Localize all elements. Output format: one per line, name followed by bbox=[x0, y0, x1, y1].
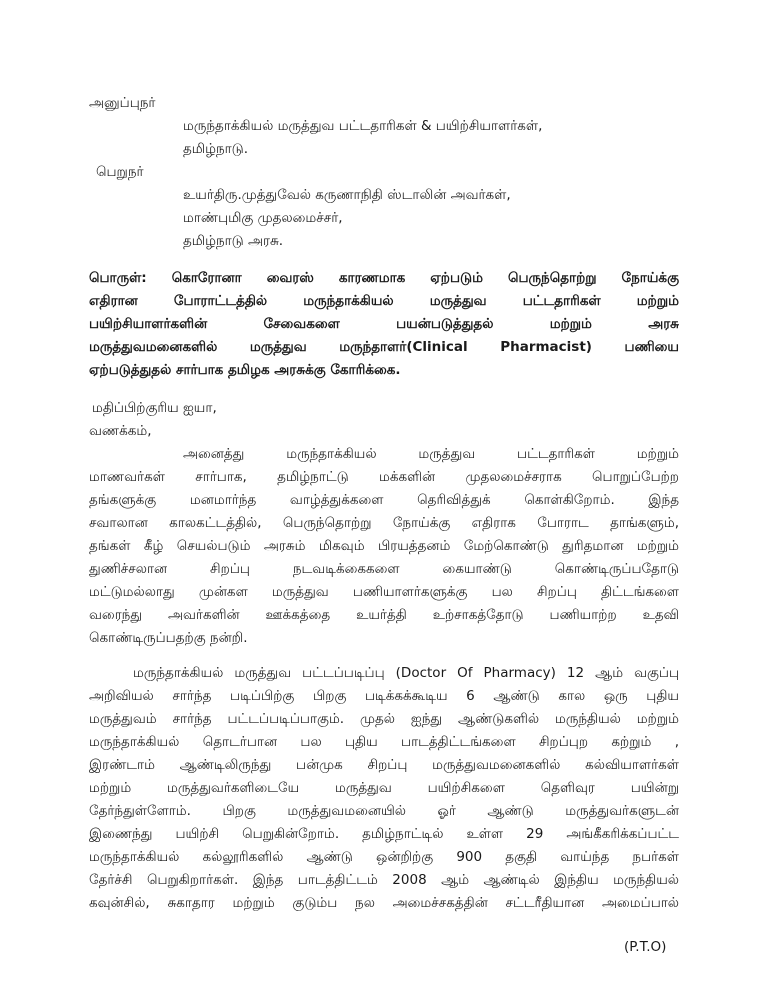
para1-line-7: மட்டுமல்லாது முன்கள மருத்துவ பணியாளர்களுக்கு பல சிறப்பு திட்டங்களை bbox=[89, 584, 679, 600]
para2-line-9: மருந்தாக்கியல் கல்லூரிகளில் ஆண்டு ஒன்றிற்கு 900 தகுதி வாய்ந்த நபர்கள் bbox=[89, 849, 679, 865]
para1-line-9: கொண்டிருப்பதற்கு நன்றி. bbox=[89, 630, 248, 646]
para2-line-5: இரண்டாம் ஆண்டிலிருந்து பன்முக சிறப்பு மருத்துவமனைகளில் கல்வியாளர்கள் bbox=[89, 757, 679, 773]
para1-line-3: தங்களுக்கு மனமார்ந்த வாழ்த்துக்களை தெரிவித்துக் கொள்கிறோம். இந்த bbox=[89, 492, 679, 508]
para1-line-8: வரைந்து அவர்களின் ஊக்கத்தை உயர்த்தி உற்சாகத்தோடு பணியாற்ற உதவி bbox=[89, 607, 679, 623]
para1-line-5: தங்கள் கீழ் செயல்படும் அரசும் மிகவும் பிரயத்தனம் மேற்கொண்டு துரிதமான மற்றும் bbox=[89, 538, 679, 554]
para2-line-11: கவுன்சில், சுகாதார மற்றும் குடும்ப நல அமைச்சகத்தின் சட்டரீதியான அமைப்பால் bbox=[89, 895, 679, 911]
para1-line-6: துணிச்சலான சிறப்பு நடவடிக்கைகளை கையாண்டு கொண்டிருப்பதோடு bbox=[89, 561, 679, 577]
subject-line-2: எதிரான போராட்டத்தில் மருந்தாக்கியல் மருத்துவ பட்டதாரிகள் மற்றும் bbox=[89, 293, 679, 309]
para1-line-4: சவாலான காலகட்டத்தில், பெருந்தொற்று நோய்க்கு எதிராக போராட தாங்களும், bbox=[89, 515, 679, 531]
para2-line-2: அறிவியல் சார்ந்த படிப்பிற்கு பிறகு படிக்கக்கூடிய 6 ஆண்டு கால ஒரு புதிய bbox=[89, 688, 679, 704]
para2-line-6: மற்றும் மருத்துவர்களிடையே மருத்துவ பயிற்சிகளை தெளிவுர பயின்று bbox=[89, 780, 679, 796]
para2-line-1: மருந்தாக்கியல் மருத்துவ பட்டப்படிப்பு (Doctor Of Pharmacy) 12 ஆம் வகுப்பு bbox=[133, 665, 679, 681]
para2-line-8: இணைந்து பயிற்சி பெறுகின்றோம். தமிழ்நாட்டில் உள்ள 29 அங்கீகரிக்கப்பட்ட bbox=[89, 826, 679, 842]
subject-line-3: பயிற்சியாளர்களின் சேவைகளை பயன்படுத்துதல் மற்றும் அரசு bbox=[89, 316, 679, 332]
recipient-line-2: மாண்புமிகு முதலமைச்சர், bbox=[183, 210, 343, 226]
subject-line-4: மருத்துவமனைகளில் மருத்துவ மருந்தாளர்(Clinical Pharmacist) பணியை bbox=[89, 339, 679, 355]
recipient-heading: பெறுநர் bbox=[96, 164, 144, 180]
para2-line-10: தேர்ச்சி பெறுகிறார்கள். இந்த பாடத்திட்டம் 2008 ஆம் ஆண்டில் இந்திய மருந்தியல் bbox=[89, 872, 679, 888]
salutation-line-1: மதிப்பிற்குரிய ஐயா, bbox=[92, 400, 217, 416]
sender-line-1: மருந்தாக்கியல் மருத்துவ பட்டதாரிகள் & பயிற்சியாளர்கள், bbox=[183, 118, 543, 134]
para2-line-3: மருத்துவம் சார்ந்த பட்டப்படிப்பாகும். முதல் ஐந்து ஆண்டுகளில் மருந்தியல் மற்றும் bbox=[89, 711, 679, 727]
recipient-line-3: தமிழ்நாடு அரசு. bbox=[183, 233, 284, 249]
para1-line-1: அனைத்து மருந்தாக்கியல் மருத்துவ பட்டதாரிகள் மற்றும் bbox=[183, 446, 679, 462]
para1-line-2: மாணவர்கள் சார்பாக, தமிழ்நாட்டு மக்களின் முதலமைச்சராக பொறுப்பேற்ற bbox=[89, 469, 679, 485]
para2-line-7: தேர்ந்துள்ளோம். பிறகு மருத்துவமனையில் ஓர் ஆண்டு மருத்துவர்களுடன் bbox=[89, 803, 679, 819]
subject-line-5: ஏற்படுத்துதல் சார்பாக தமிழக அரசுக்கு கோரிக்கை. bbox=[89, 362, 401, 378]
pto-note: (P.T.O) bbox=[624, 939, 667, 955]
recipient-line-1: உயர்திரு.முத்துவேல் கருணாநிதி ஸ்டாலின் அவர்கள், bbox=[183, 187, 511, 203]
salutation-line-2: வணக்கம், bbox=[89, 423, 152, 439]
subject-line-1: பொருள்: கொரோனா வைரஸ் காரணமாக ஏற்படும் பெருந்தொற்று நோய்க்கு bbox=[89, 270, 679, 286]
sender-line-2: தமிழ்நாடு. bbox=[183, 141, 249, 157]
sender-heading: அனுப்புநர் bbox=[89, 95, 156, 111]
para2-line-4: மருந்தாக்கியல் தொடர்பான பல புதிய பாடத்திட்டங்களை சிறப்புற கற்றும் , bbox=[89, 734, 679, 750]
